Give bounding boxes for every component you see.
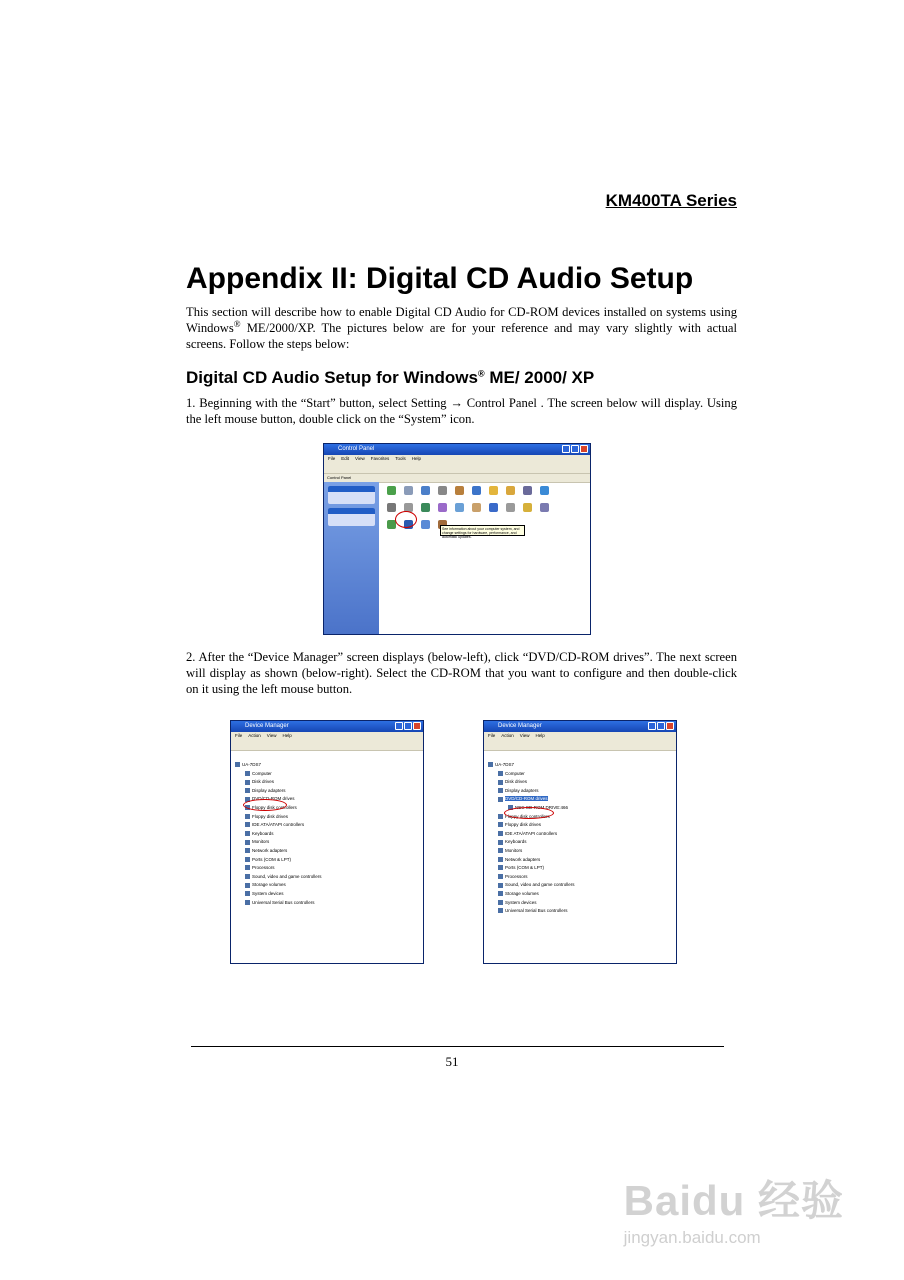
administrative-tools-icon bbox=[438, 486, 447, 495]
device-icon bbox=[245, 891, 250, 896]
tree-item: Computer bbox=[488, 770, 575, 779]
intro-text-2: ME/2000/XP. The pictures below are for your reference and may vary slightly with actual screens. Follow the steps below: bbox=[186, 321, 737, 351]
minimize-icon bbox=[648, 722, 656, 730]
keyboard-icon bbox=[387, 503, 396, 512]
tree-item: Computer bbox=[235, 770, 322, 779]
device-manager-right-screenshot bbox=[483, 720, 677, 964]
cd-drive-icon bbox=[498, 797, 503, 802]
device-icon bbox=[498, 891, 503, 896]
tree-item: Floppy disk controllers bbox=[235, 804, 322, 813]
device-icon bbox=[245, 780, 250, 785]
system-tooltip: See information about your computer system, and change settings for hardware, performance, and automatic updates. bbox=[440, 525, 525, 536]
dm-left-title: Device Manager bbox=[245, 723, 289, 729]
device-icon bbox=[245, 865, 250, 870]
minimize-icon bbox=[395, 722, 403, 730]
device-icon bbox=[245, 848, 250, 853]
dm-right-title: Device Manager bbox=[498, 723, 542, 729]
control-panel-address: Control Panel bbox=[324, 474, 590, 483]
heading-sup: ® bbox=[477, 368, 485, 379]
device-icon bbox=[245, 874, 250, 879]
device-icon bbox=[498, 857, 503, 862]
device-icon bbox=[245, 900, 250, 905]
heading-text-2: ME/ 2000/ XP bbox=[484, 368, 595, 387]
tree-item: Sound, video and game controllers bbox=[488, 881, 575, 890]
accessibility-icon bbox=[387, 486, 396, 495]
menu-edit: Edit bbox=[341, 456, 350, 461]
menu-help: Help bbox=[282, 733, 292, 738]
network-connections-icon bbox=[421, 503, 430, 512]
tree-item: Floppy disk drives bbox=[488, 821, 575, 830]
tree-item: Storage volumes bbox=[235, 881, 322, 890]
dvd-highlight-ring bbox=[243, 799, 287, 811]
tree-item: System devices bbox=[488, 899, 575, 908]
tree-item: Keyboards bbox=[235, 830, 322, 839]
date-time-icon bbox=[455, 486, 464, 495]
power-options-icon bbox=[455, 503, 464, 512]
computer-icon bbox=[235, 762, 240, 767]
watermark-url: jingyan.baidu.com bbox=[623, 1228, 761, 1247]
game-controllers-icon bbox=[523, 486, 532, 495]
tree-item: Disk drives bbox=[235, 778, 322, 787]
tree-item: Network adapters bbox=[488, 856, 575, 865]
device-icon bbox=[498, 900, 503, 905]
device-icon bbox=[245, 857, 250, 862]
device-icon bbox=[498, 883, 503, 888]
menu-file: File bbox=[328, 456, 336, 461]
tree-root: UA-7DS7 bbox=[235, 761, 322, 770]
tree-item: Display adapters bbox=[235, 787, 322, 796]
menu-tools: Tools bbox=[395, 456, 406, 461]
regional-icon bbox=[489, 503, 498, 512]
close-icon bbox=[580, 445, 588, 453]
device-icon bbox=[498, 908, 503, 913]
dm-right-titlebar bbox=[484, 721, 676, 732]
control-panel-menubar bbox=[324, 455, 590, 463]
dm-right-menubar bbox=[484, 732, 676, 740]
menu-view: View bbox=[519, 733, 530, 738]
scanners-icon bbox=[506, 503, 515, 512]
task-panel-1 bbox=[328, 486, 375, 504]
tree-item: Display adapters bbox=[488, 787, 575, 796]
device-icon bbox=[245, 814, 250, 819]
tree-item: Universal Serial Bus controllers bbox=[235, 899, 322, 908]
dm-left-tree bbox=[235, 761, 322, 907]
add-hardware-icon bbox=[404, 486, 413, 495]
device-icon bbox=[245, 883, 250, 888]
menu-action: Action bbox=[501, 733, 514, 738]
tree-root: UA-7DS7 bbox=[488, 761, 575, 770]
footer-rule bbox=[191, 1046, 724, 1047]
dm-left-titlebar bbox=[231, 721, 423, 732]
menu-view: View bbox=[355, 456, 365, 461]
menu-action: Action bbox=[248, 733, 261, 738]
menu-file: File bbox=[235, 733, 243, 738]
step2-text: 2. After the “Device Manager” screen displays (below-left), click “DVD/CD-ROM drives”. The next screen will display as shown (below-right). Select the CD-ROM that you want to configure and then double-click on it using the left mouse button. bbox=[186, 650, 737, 696]
add-remove-programs-icon bbox=[421, 486, 430, 495]
page-title: Appendix II: Digital CD Audio Setup bbox=[186, 262, 694, 295]
tree-item: IDE ATA/ATAPI controllers bbox=[488, 830, 575, 839]
tree-item: Processors bbox=[488, 873, 575, 882]
intro-text-1: This section will describe how to enable Digital CD Audio for CD-ROM devices installed on systems using Windows bbox=[186, 305, 737, 335]
dm-right-toolbar bbox=[484, 740, 676, 751]
control-panel-title: Control Panel bbox=[338, 446, 375, 452]
minimize-icon bbox=[562, 445, 570, 453]
device-icon bbox=[498, 874, 503, 879]
device-icon bbox=[498, 788, 503, 793]
menu-favorites: Favorites bbox=[370, 456, 390, 461]
control-panel-toolbar bbox=[324, 463, 590, 474]
tree-item: IDE ATA/ATAPI controllers bbox=[235, 821, 322, 830]
speech-icon bbox=[387, 520, 396, 529]
tree-item: Processors bbox=[235, 864, 322, 873]
series-header: KM400TA Series bbox=[605, 191, 737, 210]
intro-sup: ® bbox=[233, 318, 241, 329]
intro-paragraph bbox=[186, 304, 737, 352]
tree-item-dvd-expanded[interactable]: DVD/CD-ROM drives bbox=[488, 795, 575, 804]
device-icon bbox=[498, 831, 503, 836]
tree-item: Universal Serial Bus controllers bbox=[488, 907, 575, 916]
tree-item: Floppy disk drives bbox=[235, 813, 322, 822]
dm-right-tree bbox=[488, 761, 575, 916]
page-number: 51 bbox=[445, 1054, 459, 1069]
fonts-icon bbox=[506, 486, 515, 495]
printers-icon bbox=[472, 503, 481, 512]
tree-item: Ports (COM & LPT) bbox=[235, 856, 322, 865]
control-panel-screenshot bbox=[323, 443, 591, 635]
device-manager-left-screenshot bbox=[230, 720, 424, 964]
cdrom-highlight-ring bbox=[504, 807, 554, 819]
task-panel-2 bbox=[328, 508, 375, 526]
step1-text: 1. Beginning with the “Start” button, select Setting → Control Panel . The screen below will display. Using the left mouse button, double click on the “System” icon. bbox=[186, 396, 737, 426]
device-icon bbox=[498, 771, 503, 776]
tree-item: Monitors bbox=[488, 847, 575, 856]
tree-item: Floppy disk controllers bbox=[488, 813, 575, 822]
tree-item: System devices bbox=[235, 890, 322, 899]
tree-item: Ports (COM & LPT) bbox=[488, 864, 575, 873]
phone-modem-icon bbox=[438, 503, 447, 512]
dm-left-toolbar bbox=[231, 740, 423, 751]
tree-item: Monitors bbox=[235, 838, 322, 847]
display-icon bbox=[472, 486, 481, 495]
tree-item: Network adapters bbox=[235, 847, 322, 856]
computer-icon bbox=[488, 762, 493, 767]
tree-item: Storage volumes bbox=[488, 890, 575, 899]
section-heading bbox=[186, 368, 594, 388]
menu-help: Help bbox=[411, 456, 422, 461]
maximize-icon bbox=[657, 722, 665, 730]
scheduled-tasks-icon bbox=[523, 503, 532, 512]
empty-slot bbox=[557, 486, 566, 495]
tree-item-dvd[interactable]: DVD/CD-ROM drives bbox=[235, 795, 322, 804]
tree-item: Disk drives bbox=[488, 778, 575, 787]
heading-text-1: Digital CD Audio Setup for Windows bbox=[186, 368, 478, 387]
device-icon bbox=[498, 780, 503, 785]
tree-item: Keyboards bbox=[488, 838, 575, 847]
device-icon bbox=[498, 822, 503, 827]
menu-file: File bbox=[488, 733, 496, 738]
sounds-icon bbox=[540, 503, 549, 512]
watermark-logo-text: Baidu 经验 bbox=[623, 1177, 844, 1224]
system-highlight-ring bbox=[395, 511, 417, 528]
device-icon bbox=[498, 814, 503, 819]
close-icon bbox=[666, 722, 674, 730]
taskbar-icon bbox=[421, 520, 430, 529]
device-icon bbox=[245, 771, 250, 776]
device-icon bbox=[245, 831, 250, 836]
device-icon bbox=[498, 848, 503, 853]
close-icon bbox=[413, 722, 421, 730]
device-icon bbox=[245, 822, 250, 827]
tree-item-cdrom[interactable]: NEC CD-ROM DRIVE:466 bbox=[488, 804, 575, 813]
watermark bbox=[624, 1168, 844, 1248]
device-icon bbox=[498, 865, 503, 870]
device-icon bbox=[498, 840, 503, 845]
device-icon bbox=[245, 840, 250, 845]
control-panel-titlebar bbox=[324, 444, 590, 455]
device-icon bbox=[245, 788, 250, 793]
control-panel-task-pane bbox=[324, 482, 379, 634]
empty-slot bbox=[557, 503, 566, 512]
internet-options-icon bbox=[540, 486, 549, 495]
maximize-icon bbox=[571, 445, 579, 453]
menu-help: Help bbox=[535, 733, 545, 738]
tree-item: Sound, video and game controllers bbox=[235, 873, 322, 882]
folder-options-icon bbox=[489, 486, 498, 495]
dm-left-menubar bbox=[231, 732, 423, 740]
maximize-icon bbox=[404, 722, 412, 730]
menu-view: View bbox=[266, 733, 277, 738]
